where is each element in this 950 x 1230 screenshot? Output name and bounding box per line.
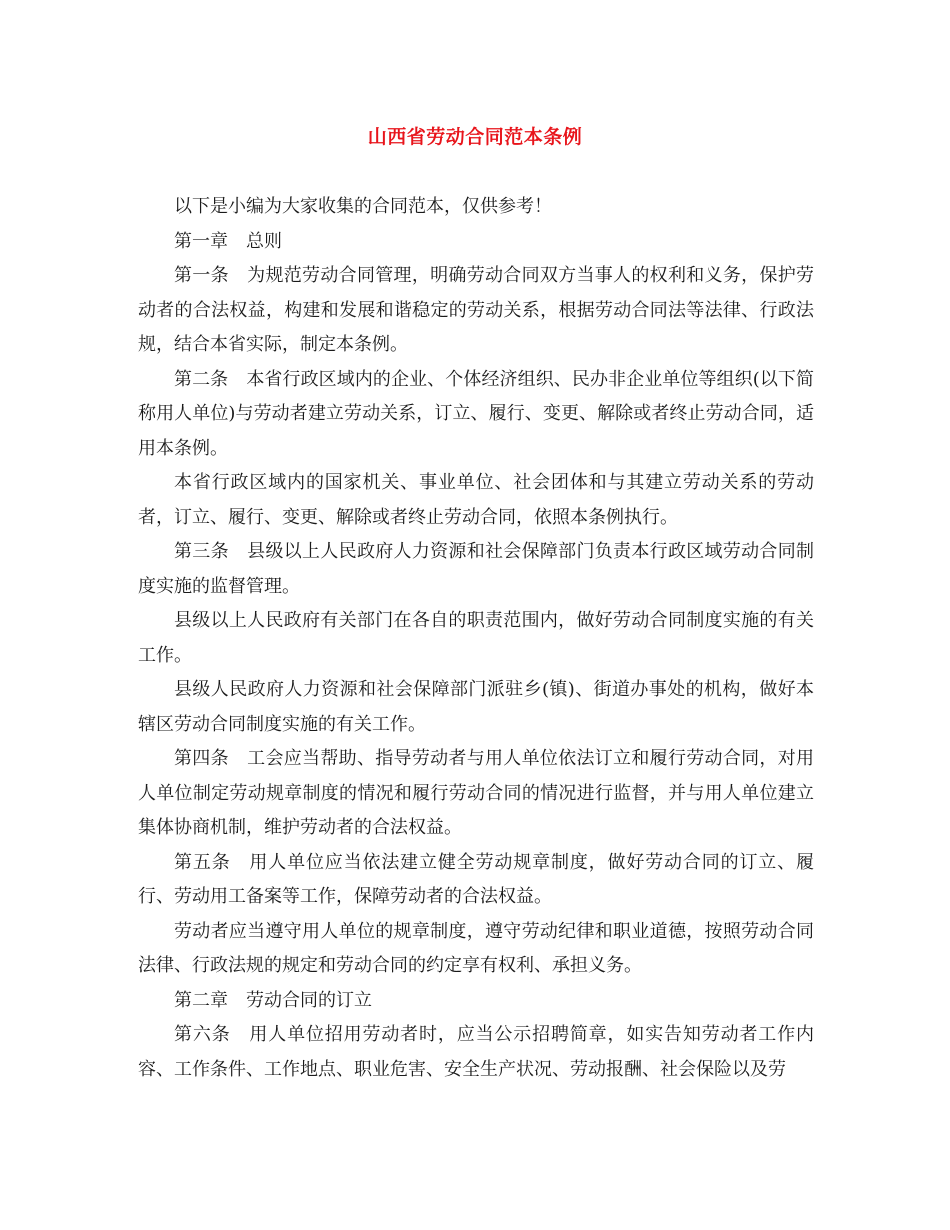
- article-4: 第四条 工会应当帮助、指导劳动者与用人单位依法订立和履行劳动合同，对用人单位制定劳动规章制度的情况和履行劳动合同的情况进行监督，并与用人单位建立集体协商机制，维护劳动者的合法权益。: [138, 748, 814, 838]
- chapter-heading-1: 第一章 总则: [174, 230, 282, 252]
- paragraph-intro: 以下是小编为大家收集的合同范本，仅供参考！: [174, 196, 552, 217]
- article-1: 第一条 为规范劳动合同管理，明确劳动合同双方当事人的权利和义务，保护劳动者的合法权益，构建和发展和谐稳定的劳动关系，根据劳动合同法等法律、行政法规，结合本省实际，制定本条例。: [138, 265, 814, 355]
- article-2: 第二条 本省行政区域内的企业、个体经济组织、民办非企业单位等组织(以下简称用人单位)与劳动者建立劳动关系，订立、履行、变更、解除或者终止劳动合同，适用本条例。: [138, 368, 814, 459]
- article-3-clause-2: 县级人民政府人力资源和社会保障部门派驻乡(镇)、街道办事处的机构，做好本辖区劳动合同制度实施的有关工作。: [138, 679, 814, 735]
- article-3-clause-1: 县级以上人民政府有关部门在各自的职责范围内，做好劳动合同制度实施的有关工作。: [138, 610, 814, 666]
- article-5-clause: 劳动者应当遵守用人单位的规章制度，遵守劳动纪律和职业道德，按照劳动合同法律、行政法规的规定和劳动合同的约定享有权利、承担义务。: [138, 920, 814, 976]
- article-3: 第三条 县级以上人民政府人力资源和社会保障部门负责本行政区域劳动合同制度实施的监督管理。: [138, 541, 814, 597]
- article-2-clause: 本省行政区域内的国家机关、事业单位、社会团体和与其建立劳动关系的劳动者，订立、履行、变更、解除或者终止劳动合同，依照本条例执行。: [138, 472, 814, 528]
- article-5: 第五条 用人单位应当依法建立健全劳动规章制度，做好劳动合同的订立、履行、劳动用工备案等工作，保障劳动者的合法权益。: [138, 851, 814, 907]
- document-body: [138, 190, 814, 1087]
- chapter-heading-2: 第二章 劳动合同的订立: [174, 989, 372, 1011]
- article-6: 第六条 用人单位招用劳动者时，应当公示招聘简章，如实告知劳动者工作内容、工作条件、工作地点、职业危害、安全生产状况、劳动报酬、社会保险以及劳: [138, 1024, 814, 1080]
- document-title: 山西省劳动合同范本条例: [367, 126, 583, 148]
